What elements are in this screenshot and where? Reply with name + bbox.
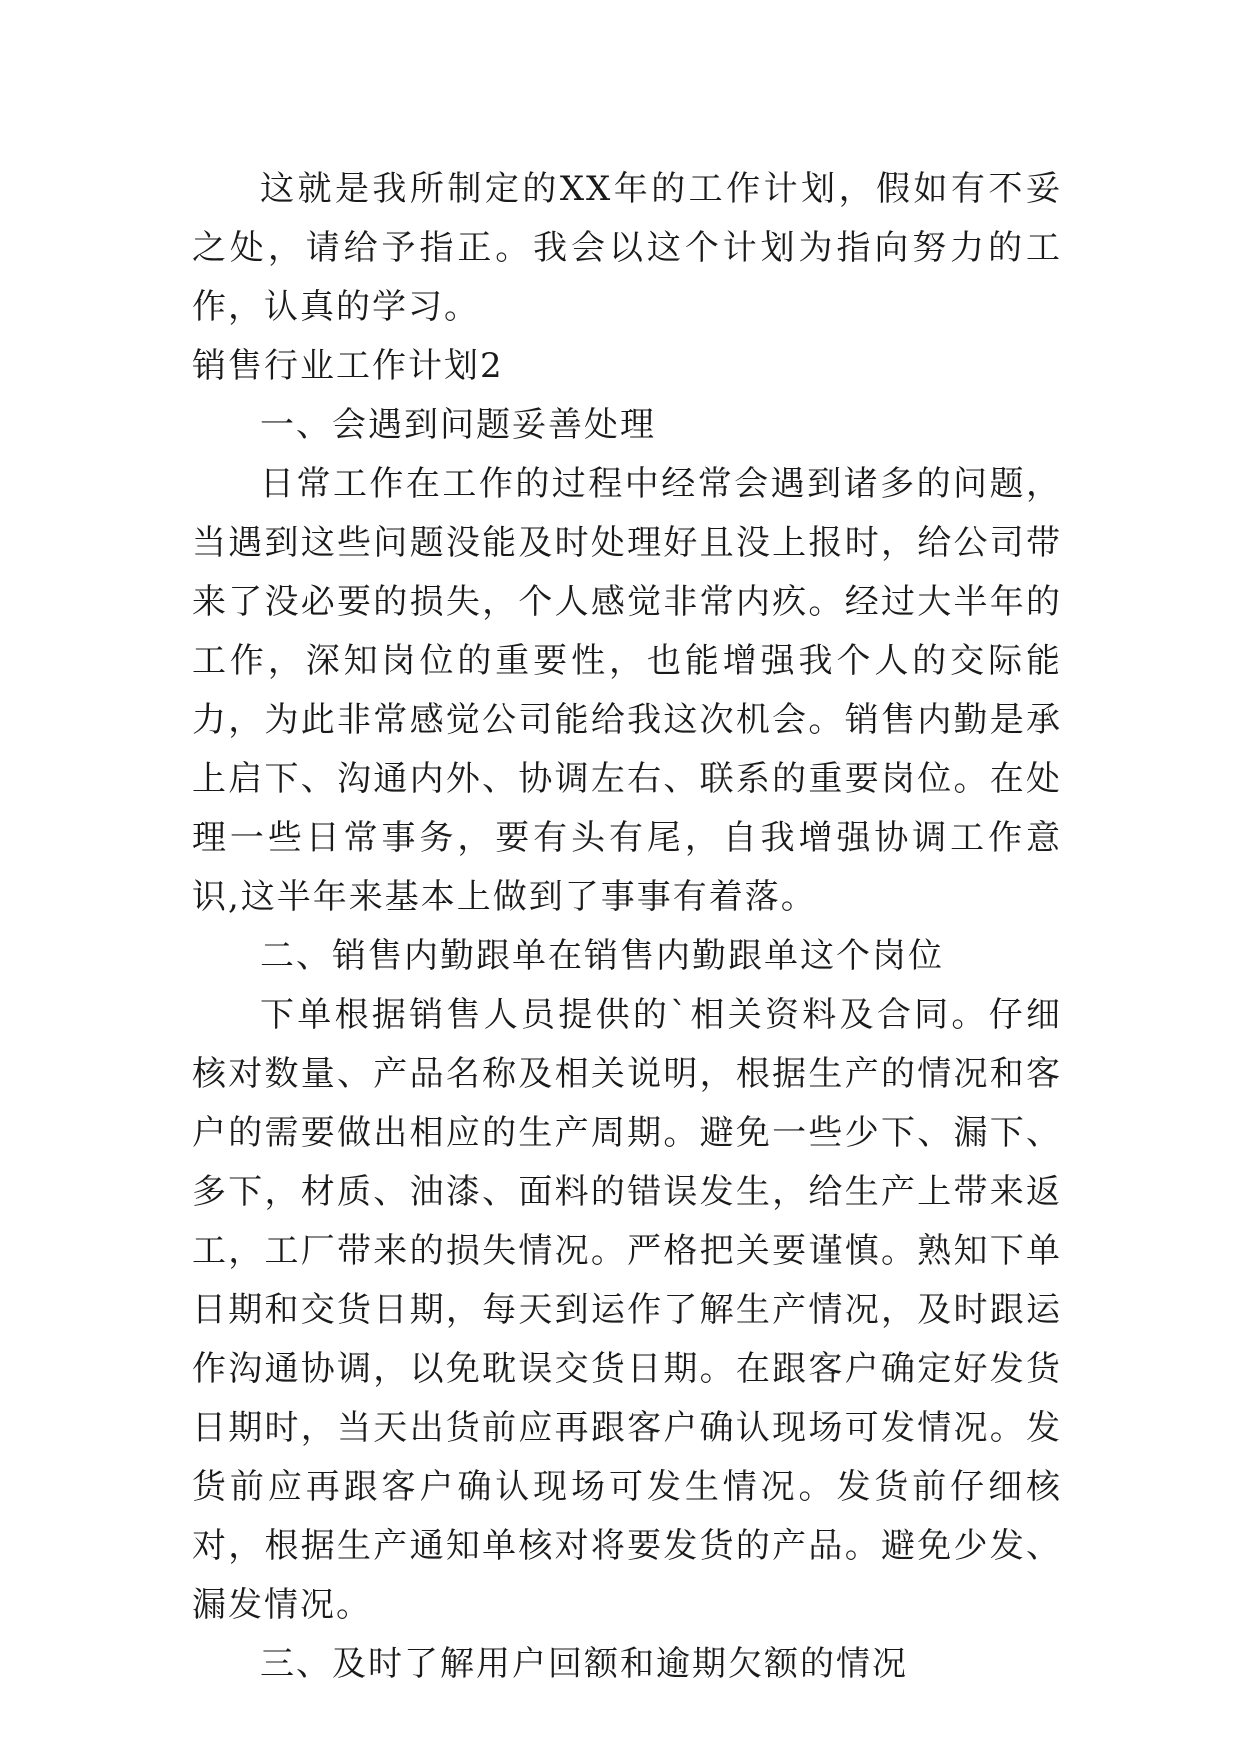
heading-three: 三、及时了解用户回额和逾期欠额的情况	[260, 1644, 908, 1684]
paragraph-order-follow-up: 下单根据销售人员提供的`相关资料及合同。仔细核对数量、产品名称及相关说明，根据生产的情况和客户的需要做出相应的生产周期。避免一些少下、漏下、多下，材质、油漆、面料的错误发生，给生产上带来返工，工厂带来的损失情况。严格把关要谨慎。熟知下单日期和交货日期，每天到运作了解生产情况，及时跟运作沟通协调，以免耽误交货日期。在跟客户确定好发货日期时，当天出货前应再跟客户确认现场可发情况。发货前应再跟客户确认现场可发生情况。发货前仔细核对，根据生产通知单核对将要发货的产品。避免少发、漏发情况。	[192, 995, 1062, 1625]
heading-one: 一、会遇到问题妥善处理	[260, 405, 656, 445]
paragraph-closing: 这就是我所制定的XX年的工作计划，假如有不妥之处，请给予指正。我会以这个计划为指向努力的工作，认真的学习。	[192, 169, 1062, 327]
document-body	[192, 160, 1062, 1694]
heading-two: 二、销售内勤跟单在销售内勤跟单这个岗位	[260, 936, 944, 976]
section-title: 销售行业工作计划2	[192, 346, 504, 386]
paragraph-daily-work: 日常工作在工作的过程中经常会遇到诸多的问题，当遇到这些问题没能及时处理好且没上报时，给公司带来了没必要的损失，个人感觉非常内疚。经过大半年的工作，深知岗位的重要性，也能增强我个人的交际能力，为此非常感觉公司能给我这次机会。销售内勤是承上启下、沟通内外、协调左右、联系的重要岗位。在处理一些日常事务，要有头有尾，自我增强协调工作意识,这半年来基本上做到了事事有着落。	[192, 464, 1062, 917]
